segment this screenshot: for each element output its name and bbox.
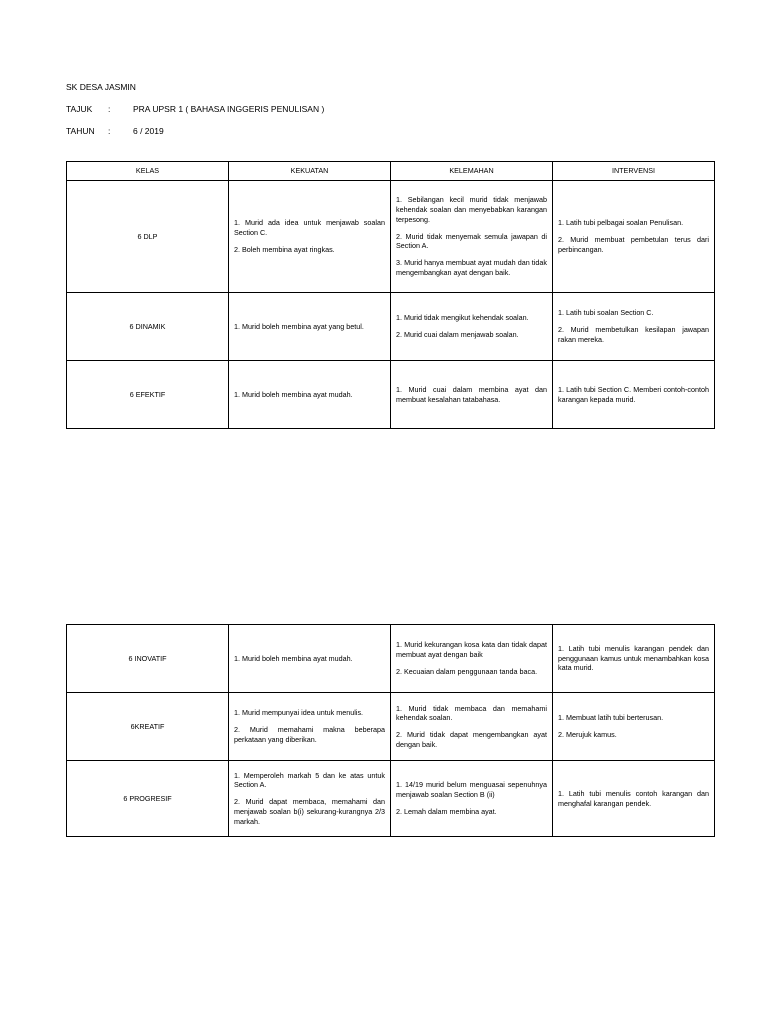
kelemahan-cell: [391, 761, 553, 837]
kekuatan-item: 1. Murid boleh membina ayat mudah.: [234, 389, 353, 399]
intervensi-cell: [553, 361, 715, 429]
kekuatan-cell: [229, 293, 391, 361]
kekuatan-cell: [229, 625, 391, 693]
intervensi-cell: [553, 181, 715, 293]
intervensi-item: 1. Latih tubi soalan Section C.: [558, 308, 654, 318]
table-row: [67, 761, 715, 837]
kelas-cell: 6 EFEKTIF: [67, 361, 229, 429]
intervensi-item: 1. Membuat latih tubi berterusan.: [558, 713, 664, 723]
kekuatan-cell: [229, 693, 391, 761]
kelas-cell: 6 DLP: [67, 181, 229, 293]
document-header: [66, 82, 324, 148]
kelemahan-item: 1. 14/19 murid belum menguasai sepenuhnya menjawab soalan Section B (ii): [396, 780, 547, 800]
tajuk-colon: :: [108, 104, 111, 114]
tahun-colon: :: [108, 126, 111, 136]
header-intervensi: INTERVENSI: [553, 162, 715, 181]
kelemahan-item: 1. Murid tidak mengikut kehendak soalan.: [396, 313, 529, 323]
kelemahan-item: 1. Murid cuai dalam membina ayat dan membuat kesalahan tatabahasa.: [396, 384, 547, 404]
tajuk-value: PRA UPSR 1 ( BAHASA INGGERIS PENULISAN ): [133, 104, 325, 114]
header-kelas: KELAS: [67, 162, 229, 181]
kelas-cell: 6KREATIF: [67, 693, 229, 761]
kelemahan-cell: [391, 693, 553, 761]
table-row: [67, 625, 715, 693]
kekuatan-cell: [229, 181, 391, 293]
intervensi-item: 1. Latih tubi Section C. Memberi contoh-contoh karangan kepada murid.: [558, 384, 709, 404]
school-name-line: [66, 82, 324, 104]
table-row: [67, 361, 715, 429]
intervensi-item: 2. Merujuk kamus.: [558, 730, 617, 739]
kelemahan-item: 2. Murid tidak dapat mengembangkan ayat dengan baik.: [396, 730, 547, 749]
kekuatan-item: 1. Murid boleh membina ayat yang betul.: [234, 321, 364, 331]
tahun-label: TAHUN: [66, 126, 95, 136]
kelemahan-cell: [391, 625, 553, 693]
analysis-table-1: [66, 161, 715, 429]
kelemahan-item: 2. Murid tidak menyemak semula jawapan di Section A.: [396, 231, 547, 251]
tahun-line: [66, 126, 324, 148]
kelemahan-item: 2. Murid cuai dalam menjawab soalan.: [396, 330, 519, 339]
kekuatan-item: 2. Murid dapat membaca, memahami dan menjawab soalan b(i) sekurang-kurangnya 2/3 markah.: [234, 797, 385, 826]
table-row: [67, 293, 715, 361]
kelemahan-item: 1. Sebilangan kecil murid tidak menjawab kehendak soalan dan menyebabkan karangan terpesong.: [396, 195, 547, 224]
table-row: [67, 693, 715, 761]
kelemahan-cell: [391, 361, 553, 429]
kekuatan-item: 1. Murid mempunyai idea untuk menulis.: [234, 708, 364, 718]
kelas-cell: 6 INOVATIF: [67, 625, 229, 693]
kelemahan-item: 2. Lemah dalam membina ayat.: [396, 806, 497, 816]
intervensi-cell: [553, 293, 715, 361]
intervensi-item: 1. Latih tubi pelbagai soalan Penulisan.: [558, 218, 684, 228]
kelemahan-item: 1. Murid kekurangan kosa kata dan tidak dapat membuat ayat dengan baik: [396, 640, 547, 660]
tajuk-line: [66, 104, 324, 126]
kekuatan-item: 1. Murid ada idea untuk menjawab soalan Section C.: [234, 218, 385, 238]
intervensi-cell: [553, 761, 715, 837]
intervensi-item: 2. Murid membetulkan kesilapan jawapan rakan mereka.: [558, 325, 709, 344]
analysis-table-2: [66, 624, 715, 837]
tahun-value: 6 / 2019: [133, 126, 164, 136]
table-row: [67, 181, 715, 293]
intervensi-item: 1. Latih tubi menulis contoh karangan dan menghafal karangan pendek.: [558, 788, 709, 808]
kekuatan-cell: [229, 361, 391, 429]
kekuatan-item: 2. Boleh membina ayat ringkas.: [234, 244, 335, 254]
kelemahan-cell: [391, 181, 553, 293]
header-kelemahan: KELEMAHAN: [391, 162, 553, 181]
kekuatan-cell: [229, 761, 391, 837]
kelemahan-cell: [391, 293, 553, 361]
header-kekuatan: KEKUATAN: [229, 162, 391, 181]
table-header-row: [67, 162, 715, 181]
intervensi-item: 1. Latih tubi menulis karangan pendek dan penggunaan kamus untuk menambahkan kosa kata murid.: [558, 643, 709, 673]
kekuatan-item: 1. Memperoleh markah 5 dan ke atas untuk Section A.: [234, 770, 385, 790]
kelemahan-item: 3. Murid hanya membuat ayat mudah dan tidak mengembangkan ayat dengan baik.: [396, 258, 547, 277]
intervensi-item: 2. Murid membuat pembetulan terus dari perbincangan.: [558, 235, 709, 254]
kekuatan-item: 2. Murid memahami makna beberapa perkataan yang diberikan.: [234, 725, 385, 744]
kelemahan-item: 2. Kecuaian dalam penggunaan tanda baca.: [396, 666, 538, 676]
kekuatan-item: 1. Murid boleh membina ayat mudah.: [234, 653, 353, 663]
intervensi-cell: [553, 693, 715, 761]
tajuk-label: TAJUK: [66, 104, 93, 114]
kelemahan-item: 1. Murid tidak membaca dan memahami kehendak soalan.: [396, 703, 547, 723]
intervensi-cell: [553, 625, 715, 693]
kelas-cell: 6 PROGRESIF: [67, 761, 229, 837]
school-name: SK DESA JASMIN: [66, 82, 136, 92]
kelas-cell: 6 DINAMIK: [67, 293, 229, 361]
